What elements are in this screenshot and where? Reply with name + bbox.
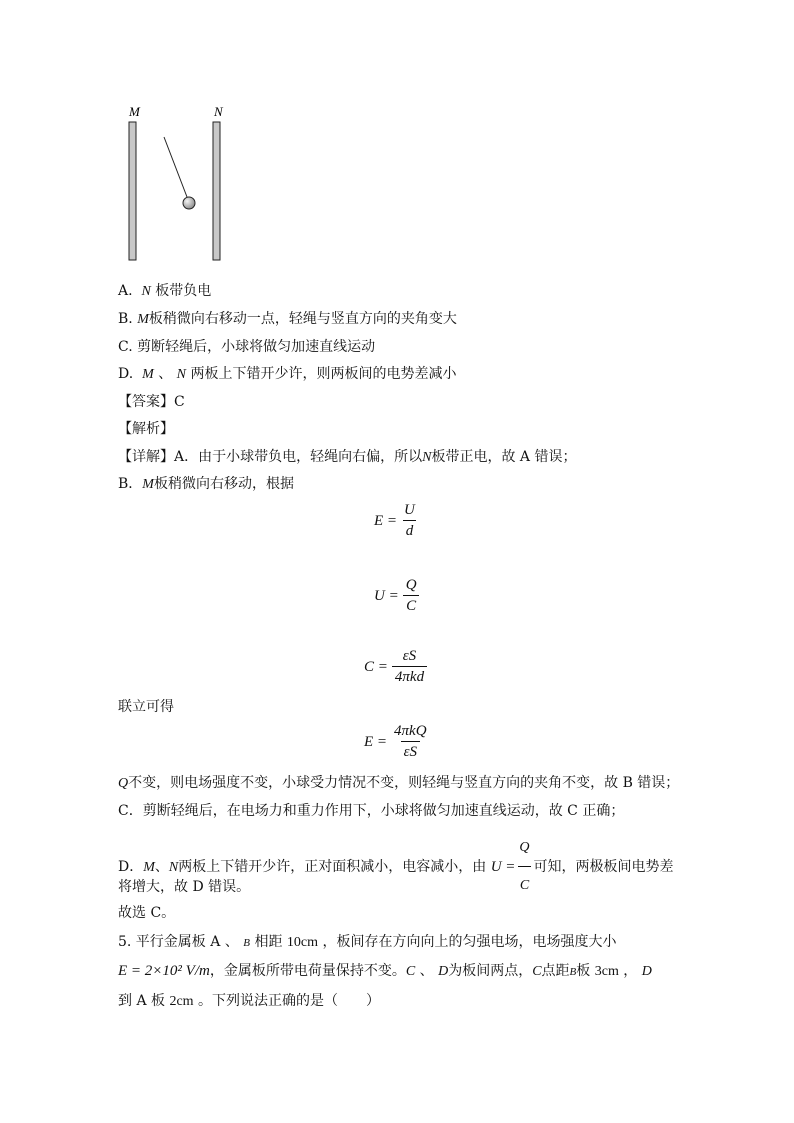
formula-4-lhs: E = <box>364 733 388 750</box>
formula-2-fraction <box>403 577 420 615</box>
q5-l2-g: 板 <box>576 963 591 979</box>
q5-l2-c2: C <box>532 964 542 979</box>
detail-p5-c: 可知，两极板间电势差 <box>533 859 674 875</box>
q5-l2-a: ，金属板所带电荷量保持不变。 <box>209 963 406 979</box>
q5-l1-c: 相距 <box>254 934 283 950</box>
formula-e-4pikq-es <box>364 723 430 761</box>
plate-n <box>213 122 220 260</box>
detail-p5-sep: 、 <box>154 859 169 875</box>
option-d <box>118 364 456 385</box>
q5-l3-a: 到 A 板 <box>118 993 166 1009</box>
formula-u-q-c <box>374 577 420 615</box>
formula-2-lhs: U = <box>374 587 399 604</box>
charged-ball <box>183 197 195 209</box>
formula-4-den: εS <box>401 741 420 761</box>
formula-c-es-4pikd <box>364 648 427 686</box>
detail-p5-n: N <box>168 860 179 875</box>
detail-p3 <box>118 773 679 794</box>
q5-l2-d2: D <box>641 964 652 979</box>
detail-p5-num: Q <box>519 840 530 855</box>
q5-l3-b: 。下列说法正确的是（ ） <box>198 993 381 1009</box>
detail-p3-text: 不变，则电场强度不变，小球受力情况不变，则轻绳与竖直方向的夹角不变，故 B 错误； <box>128 775 680 791</box>
detail-p6: 将增大，故 D 错误。 <box>118 879 251 895</box>
option-a-text: 板带负电 <box>155 283 212 299</box>
q5-l2-f: 点距 <box>541 963 570 979</box>
detail-p2 <box>118 474 294 495</box>
formula-e-u-d <box>374 502 418 540</box>
q5-l2-e: 为板间两点， <box>448 963 533 979</box>
q5-l2-c: C <box>405 964 416 979</box>
q5-l2-b: 、 <box>419 963 434 979</box>
plate-n-label: N <box>214 104 223 119</box>
detail-p4: C．剪断轻绳后，在电场力和重力作用下，小球将做匀加速直线运动，故 C 正确； <box>118 803 625 819</box>
capacitor-pendulum-figure <box>118 100 238 270</box>
combine-text: 联立可得 <box>118 699 174 715</box>
detail-p5-m: M <box>143 860 155 875</box>
formula-3-den: 4πkd <box>392 666 427 686</box>
option-d-text: 两板上下错开少许，则两板间的电势差减小 <box>190 366 457 382</box>
option-b-text: 板稍微向右移动一点，轻绳与竖直方向的夹角变大 <box>148 311 457 327</box>
formula-3-lhs: C = <box>364 658 388 675</box>
q5-l1-d: ，板间存在方向向上的匀强电场，电场强度大小 <box>322 934 617 950</box>
answer: 【答案】C <box>118 394 185 410</box>
q5-l3-dist: 2cm <box>169 994 194 1009</box>
q5-line-1 <box>118 932 616 953</box>
detail-p5-a: D． <box>118 859 144 875</box>
q5-l2-bvar: B <box>569 966 577 978</box>
detail-p5-den: C <box>518 866 531 904</box>
detail-p1 <box>118 447 576 468</box>
option-a-var: N <box>141 284 151 299</box>
q5-l2-dist: 3cm <box>594 964 619 979</box>
option-d-prefix: D. <box>118 366 134 382</box>
option-a-prefix: A. <box>118 283 133 299</box>
formula-3-num: εS <box>402 648 417 664</box>
option-c <box>118 337 375 357</box>
detail-p3-var: Q <box>118 776 129 791</box>
q5-l2-h: ， <box>623 963 638 979</box>
q5-l1-bvar: B <box>243 937 251 949</box>
detail-p1-a: 【详解】A．由于小球带负电，轻绳向右偏，所以 <box>118 449 423 465</box>
q5-l2-d: D <box>438 964 449 979</box>
detail-p5-b: 两板上下错开少许，正对面积减小，电容减小，由 <box>178 859 487 875</box>
q5-line-3 <box>118 991 380 1012</box>
formula-4-fraction <box>391 723 430 761</box>
detail-p5-fraction <box>517 830 531 904</box>
detail-p2-b: 板稍微向右移动，根据 <box>153 476 294 492</box>
q5-l1-dist: 10cm <box>286 935 319 950</box>
option-d-var-m: M <box>142 367 154 382</box>
formula-3-fraction <box>392 648 427 686</box>
plate-m-label: M <box>129 104 140 119</box>
option-b-var: M <box>137 312 149 327</box>
option-d-sep: 、 <box>158 366 173 382</box>
formula-2-num: Q <box>405 577 417 593</box>
detail-p5-lhs: U = <box>490 859 516 875</box>
plate-m <box>129 122 136 260</box>
formula-1-fraction <box>401 502 418 540</box>
option-b <box>118 309 457 330</box>
q5-l1-a: 5. 平行金属板 A 、 <box>118 934 239 950</box>
option-c-text: C. 剪断轻绳后，小球将做匀加速直线运动 <box>118 339 376 355</box>
string-line <box>164 137 187 197</box>
q5-line-2 <box>118 961 652 982</box>
option-d-var-n: N <box>176 367 187 382</box>
analysis-title: 【解析】 <box>118 421 174 437</box>
option-b-prefix: B. <box>118 311 133 327</box>
q5-l2-field: E = 2×10² V/m <box>118 963 210 979</box>
formula-1-den: d <box>403 520 417 540</box>
detail-p1-var: N <box>422 450 432 465</box>
detail-p2-var: M <box>142 477 154 492</box>
formula-2-den: C <box>403 595 419 615</box>
formula-1-num: U <box>404 502 415 518</box>
detail-p1-b: 板带正电，故 A 错误； <box>431 449 577 465</box>
formula-4-num: 4πkQ <box>394 723 427 739</box>
formula-1-lhs: E = <box>374 512 398 529</box>
option-a <box>118 281 211 302</box>
detail-p2-a: B． <box>118 476 143 492</box>
choose-text: 故选 C。 <box>118 905 176 921</box>
